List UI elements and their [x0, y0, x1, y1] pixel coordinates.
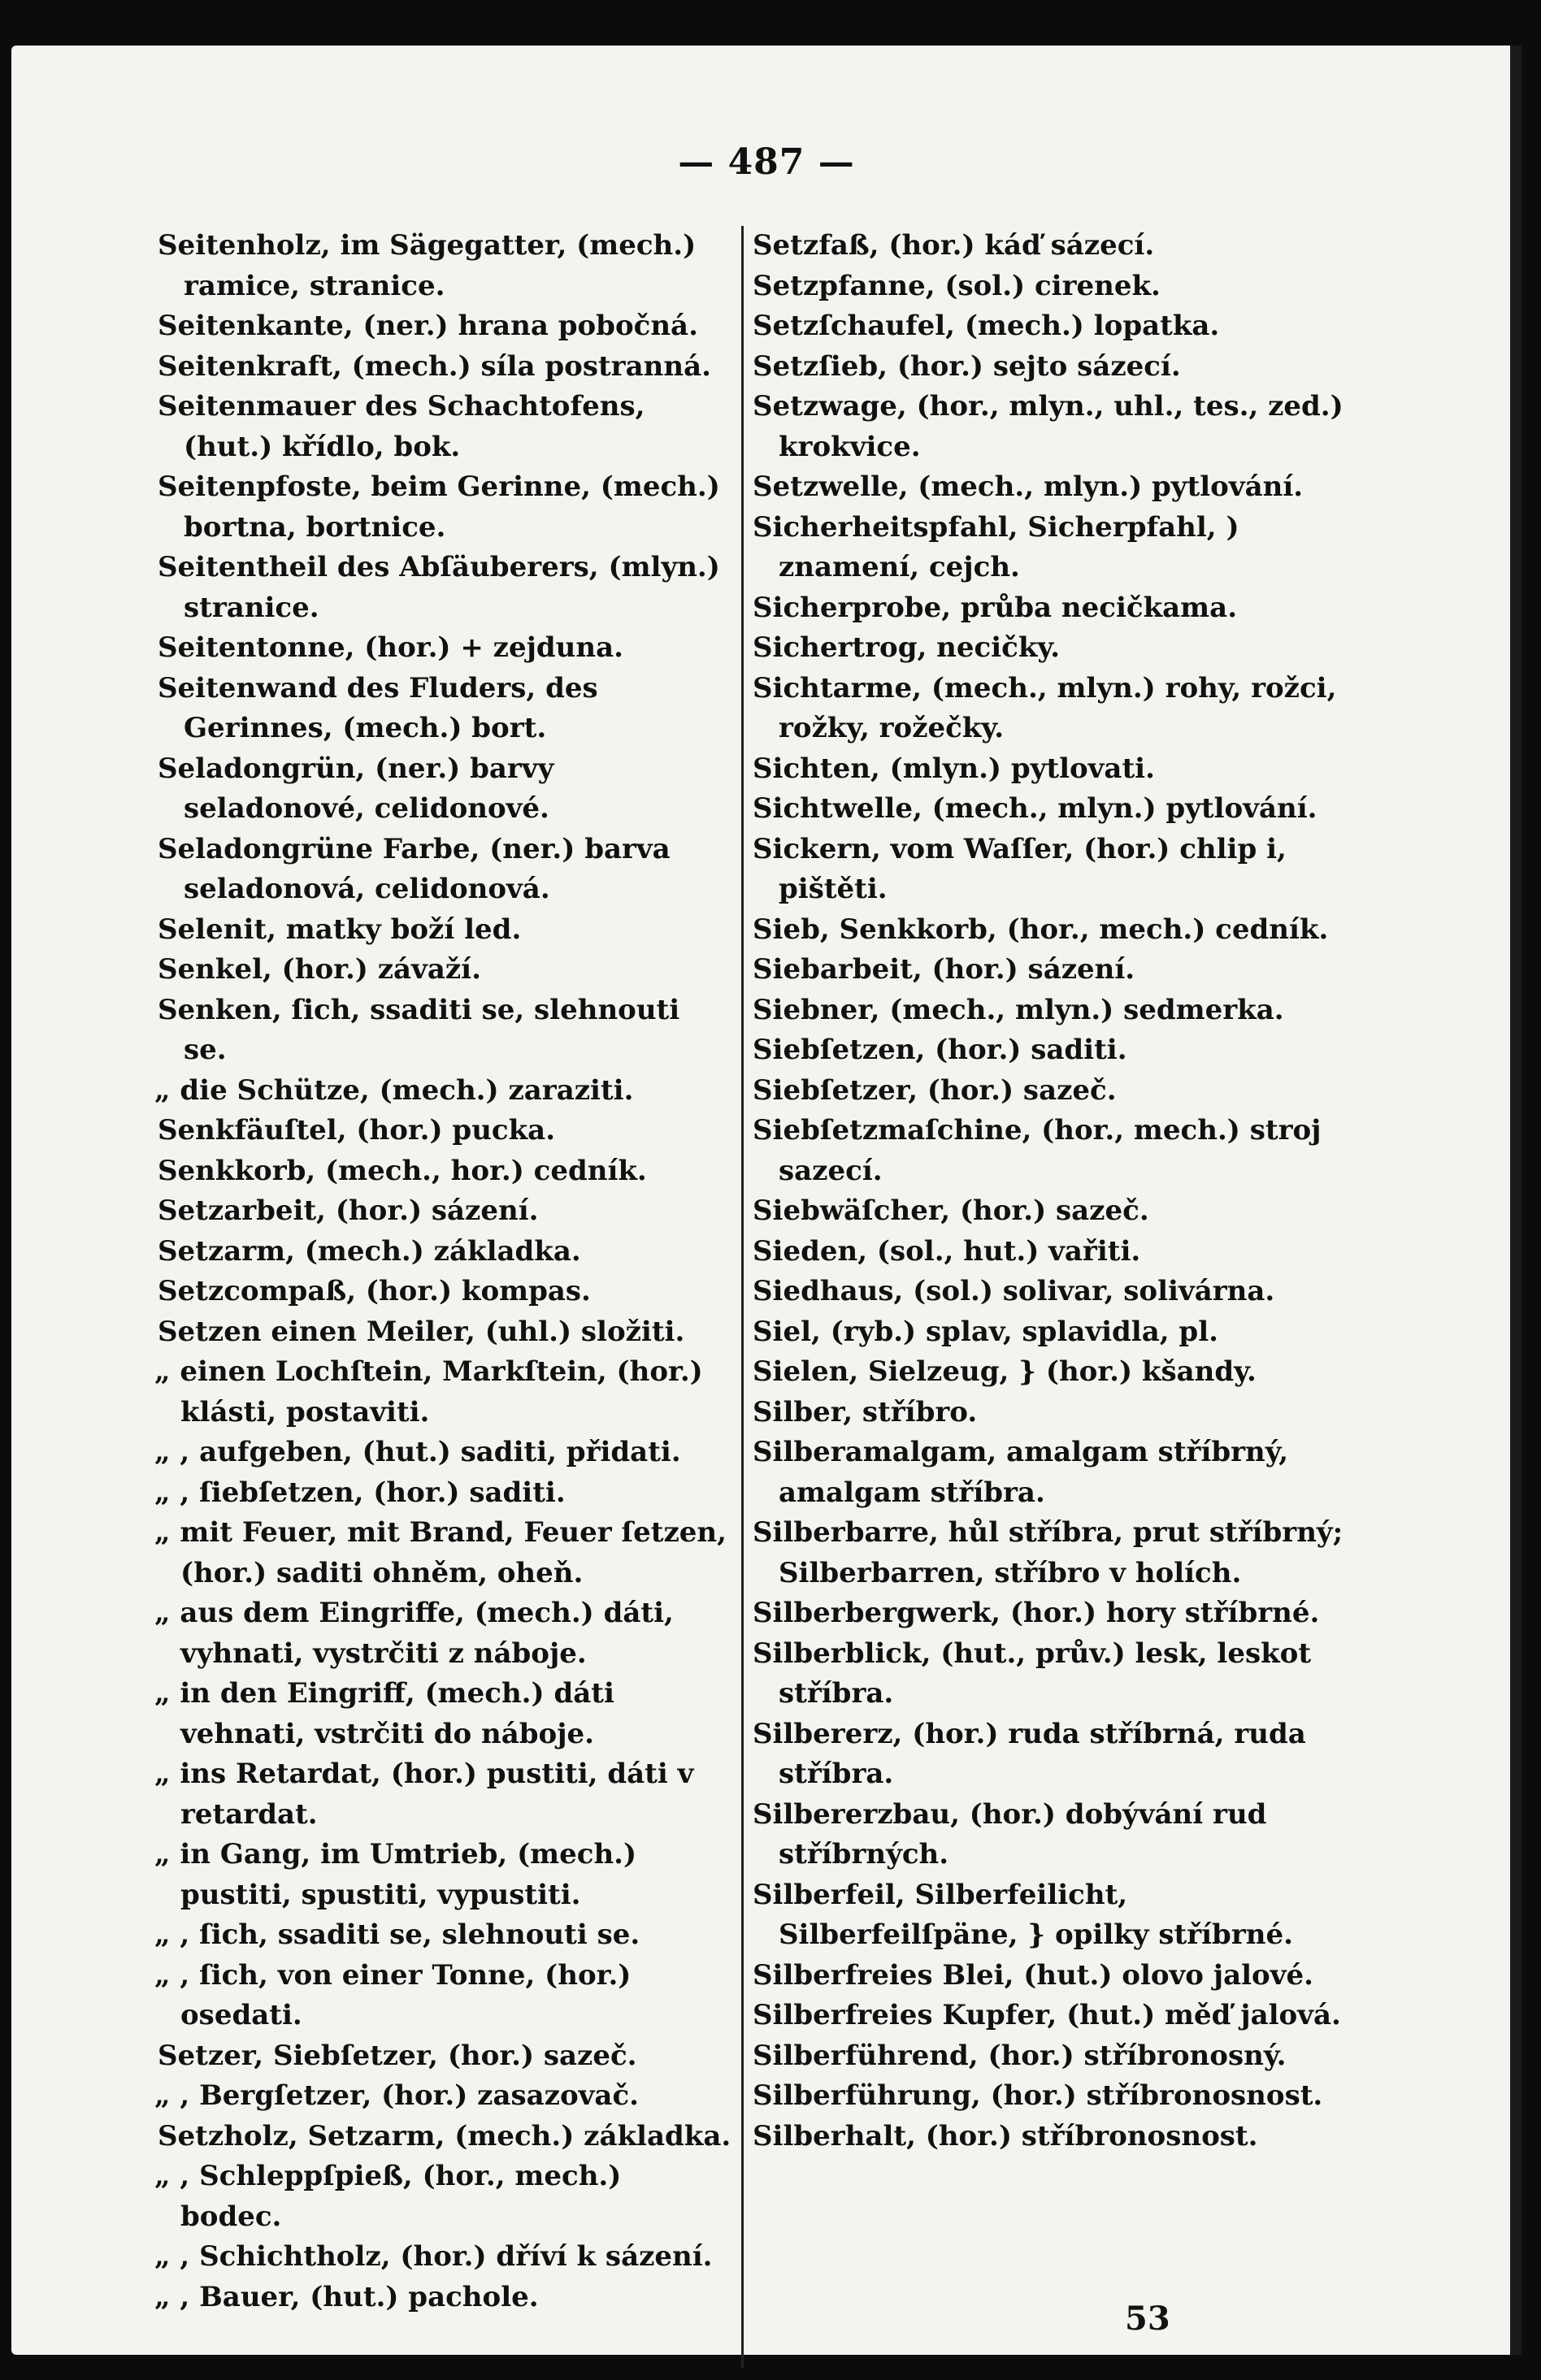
dictionary-entry: Seitenkraft, (mech.) síla postranná.: [158, 349, 711, 383]
dictionary-entry: Sichten, (mlyn.) pytlovati.: [753, 752, 1155, 785]
dictionary-entry: Sickern, vom Waſſer, (hor.) chlip i, pištěti.: [753, 832, 1287, 905]
dictionary-entry: „ , Schichtholz, (hor.) dříví k sázení.: [154, 2240, 713, 2273]
dictionary-entry: Selenit, matky boží led.: [158, 913, 522, 946]
dictionary-page: [11, 46, 1521, 2355]
dictionary-entry: Senkfäuſtel, (hor.) pucka.: [158, 1114, 556, 1147]
dictionary-entry: „ , Bergſetzer, (hor.) zasazovač.: [154, 2079, 639, 2112]
dictionary-entry: Setzſchaufel, (mech.) lopatka.: [753, 310, 1220, 342]
dictionary-entry: Setzwage, (hor., mlyn., uhl., tes., zed.) krokvice.: [753, 390, 1343, 463]
dictionary-entry: Silberführend, (hor.) stříbronosný.: [753, 2039, 1287, 2072]
page-number: — 487 —: [678, 141, 855, 183]
dictionary-entry: Seladongrüne Farbe, (ner.) barva seladonová, celidonová.: [158, 832, 671, 905]
left-column: [154, 226, 731, 2317]
dictionary-entry: Silberhalt, (hor.) stříbronosnost.: [753, 2119, 1258, 2152]
dictionary-entry: Sicherprobe, průba necičkama.: [753, 591, 1238, 624]
dictionary-entry: Sieb, Senkkorb, (hor., mech.) cedník.: [753, 913, 1329, 946]
dictionary-entry: Siebſetzer, (hor.) sazeč.: [753, 1073, 1117, 1107]
dictionary-entry: Setzpfanne, (sol.) cirenek.: [753, 269, 1161, 302]
dictionary-entry: „ mit Feuer, mit Brand, Feuer ſetzen, (hor.) saditi ohněm, oheň.: [154, 1516, 727, 1589]
dictionary-entry: Silberbarre, hůl stříbra, prut stříbrný; Silberbarren, stříbro v holích.: [753, 1516, 1343, 1589]
right-column: [753, 226, 1354, 2157]
dictionary-entry: Seitenpfoste, beim Gerinne, (mech.) bortna, bortnice.: [158, 470, 720, 544]
dictionary-entry: „ , ſich, von einer Tonne, (hor.) osedati.: [154, 1958, 632, 2031]
dictionary-entry: Seitentheil des Abſäuberers, (mlyn.) stranice.: [158, 551, 720, 624]
dictionary-entry: „ die Schütze, (mech.) zaraziti.: [154, 1073, 634, 1107]
page-edge-shadow: [1510, 46, 1521, 2355]
dictionary-entry: Seitenkante, (ner.) hrana pobočná.: [158, 310, 698, 342]
dictionary-entry: Senkkorb, (mech., hor.) cedník.: [158, 1154, 647, 1187]
dictionary-entry: Senkel, (hor.) závaží.: [158, 953, 481, 986]
dictionary-entry: „ , aufgeben, (hut.) saditi, přidati.: [154, 1436, 681, 1468]
signature-mark: 53: [1125, 2300, 1170, 2338]
dictionary-entry: Seladongrün, (ner.) barvy seladonové, celidonové.: [158, 752, 554, 825]
dictionary-entry: Sielen, Sielzeug, } (hor.) kšandy.: [753, 1355, 1257, 1388]
dictionary-entry: Setzwelle, (mech., mlyn.) pytlování.: [753, 470, 1304, 503]
dictionary-entry: „ einen Lochſtein, Markſtein, (hor.) klásti, postaviti.: [154, 1355, 703, 1428]
dictionary-entry: Siedhaus, (sol.) solivar, solivárna.: [753, 1275, 1275, 1307]
dictionary-entry: Silberamalgam, amalgam stříbrný, amalgam stříbra.: [753, 1436, 1289, 1509]
dictionary-entry: Setzcompaß, (hor.) kompas.: [158, 1275, 591, 1307]
dictionary-entry: Seitenholz, im Sägegatter, (mech.) ramice, stranice.: [158, 229, 697, 302]
dictionary-entry: „ in den Eingriff, (mech.) dáti vehnati, vstrčiti do náboje.: [154, 1677, 614, 1750]
dictionary-entry: Setzer, Siebſetzer, (hor.) sazeč.: [158, 2039, 637, 2072]
dictionary-entry: Silberführung, (hor.) stříbronosnost.: [753, 2079, 1323, 2112]
dictionary-entry: Sieden, (sol., hut.) vařiti.: [753, 1234, 1141, 1268]
dictionary-entry: Siel, (ryb.) splav, splavidla, pl.: [753, 1315, 1218, 1348]
dictionary-entry: Siebſetzmaſchine, (hor., mech.) stroj sazecí.: [753, 1114, 1322, 1187]
dictionary-entry: Setzfaß, (hor.) káď sázecí.: [753, 229, 1155, 262]
dictionary-entry: Seitenwand des Fluders, des Gerinnes, (mech.) bort.: [158, 671, 598, 744]
dictionary-entry: Seitenmauer des Schachtofens, (hut.) křídlo, bok.: [158, 390, 645, 463]
dictionary-entry: Setzſieb, (hor.) sejto sázecí.: [753, 349, 1181, 383]
dictionary-entry: Silbererz, (hor.) ruda stříbrná, ruda stříbra.: [753, 1717, 1306, 1790]
dictionary-entry: Seitentonne, (hor.) + zejduna.: [158, 631, 623, 664]
dictionary-entry: „ , ſiebſetzen, (hor.) saditi.: [154, 1476, 566, 1509]
dictionary-entry: „ ins Retardat, (hor.) pustiti, dáti v retardat.: [154, 1758, 694, 1831]
dictionary-entry: Silberfeil, Silberfeilicht, Silberfeilſpäne, } opilky stříbrné.: [753, 1878, 1293, 1951]
dictionary-entry: Silberbergwerk, (hor.) hory stříbrné.: [753, 1597, 1320, 1629]
dictionary-entry: Sichtarme, (mech., mlyn.) rohy, rožci, rožky, rožečky.: [753, 671, 1337, 744]
dictionary-entry: Setzarbeit, (hor.) sázení.: [158, 1194, 539, 1227]
dictionary-entry: Setzen einen Meiler, (uhl.) složiti.: [158, 1315, 685, 1348]
dictionary-entry: Siebner, (mech., mlyn.) sedmerka.: [753, 993, 1284, 1026]
dictionary-entry: Sicherheitspfahl, Sicherpfahl, ) znamení, cejch.: [753, 510, 1239, 583]
dictionary-entry: „ aus dem Eingriffe, (mech.) dáti, vyhnati, vystrčiti z náboje.: [154, 1597, 674, 1670]
dictionary-entry: Silberfreies Blei, (hut.) olovo jalové.: [753, 1958, 1313, 1992]
dictionary-entry: Silberblick, (hut., prův.) lesk, leskot stříbra.: [753, 1637, 1312, 1710]
dictionary-entry: Senken, ſich, ssaditi se, slehnouti se.: [158, 993, 680, 1066]
dictionary-entry: Silber, stříbro.: [753, 1395, 978, 1428]
dictionary-entry: Sichertrog, necičky.: [753, 631, 1061, 664]
dictionary-entry: Silberfreies Kupfer, (hut.) měď jalová.: [753, 1999, 1341, 2031]
column-divider: [741, 226, 744, 2368]
dictionary-entry: Siebſetzen, (hor.) saditi.: [753, 1034, 1127, 1066]
dictionary-entry: Siebwäſcher, (hor.) sazeč.: [753, 1194, 1149, 1227]
dictionary-entry: Silbererzbau, (hor.) dobývání rud stříbrných.: [753, 1797, 1267, 1871]
dictionary-entry: Sichtwelle, (mech., mlyn.) pytlování.: [753, 792, 1317, 825]
dictionary-entry: „ , ſich, ssaditi se, slehnouti se.: [154, 1918, 640, 1951]
dictionary-entry: „ , Schleppſpieß, (hor., mech.) bodec.: [154, 2160, 622, 2233]
dictionary-entry: Setzarm, (mech.) základka.: [158, 1234, 581, 1268]
dictionary-entry: Setzholz, Setzarm, (mech.) základka.: [158, 2119, 731, 2152]
dictionary-entry: „ in Gang, im Umtrieb, (mech.) pustiti, spustiti, vypustiti.: [154, 1838, 637, 1911]
dictionary-entry: „ , Bauer, (hut.) pachole.: [154, 2280, 539, 2313]
dictionary-entry: Siebarbeit, (hor.) sázení.: [753, 953, 1135, 986]
